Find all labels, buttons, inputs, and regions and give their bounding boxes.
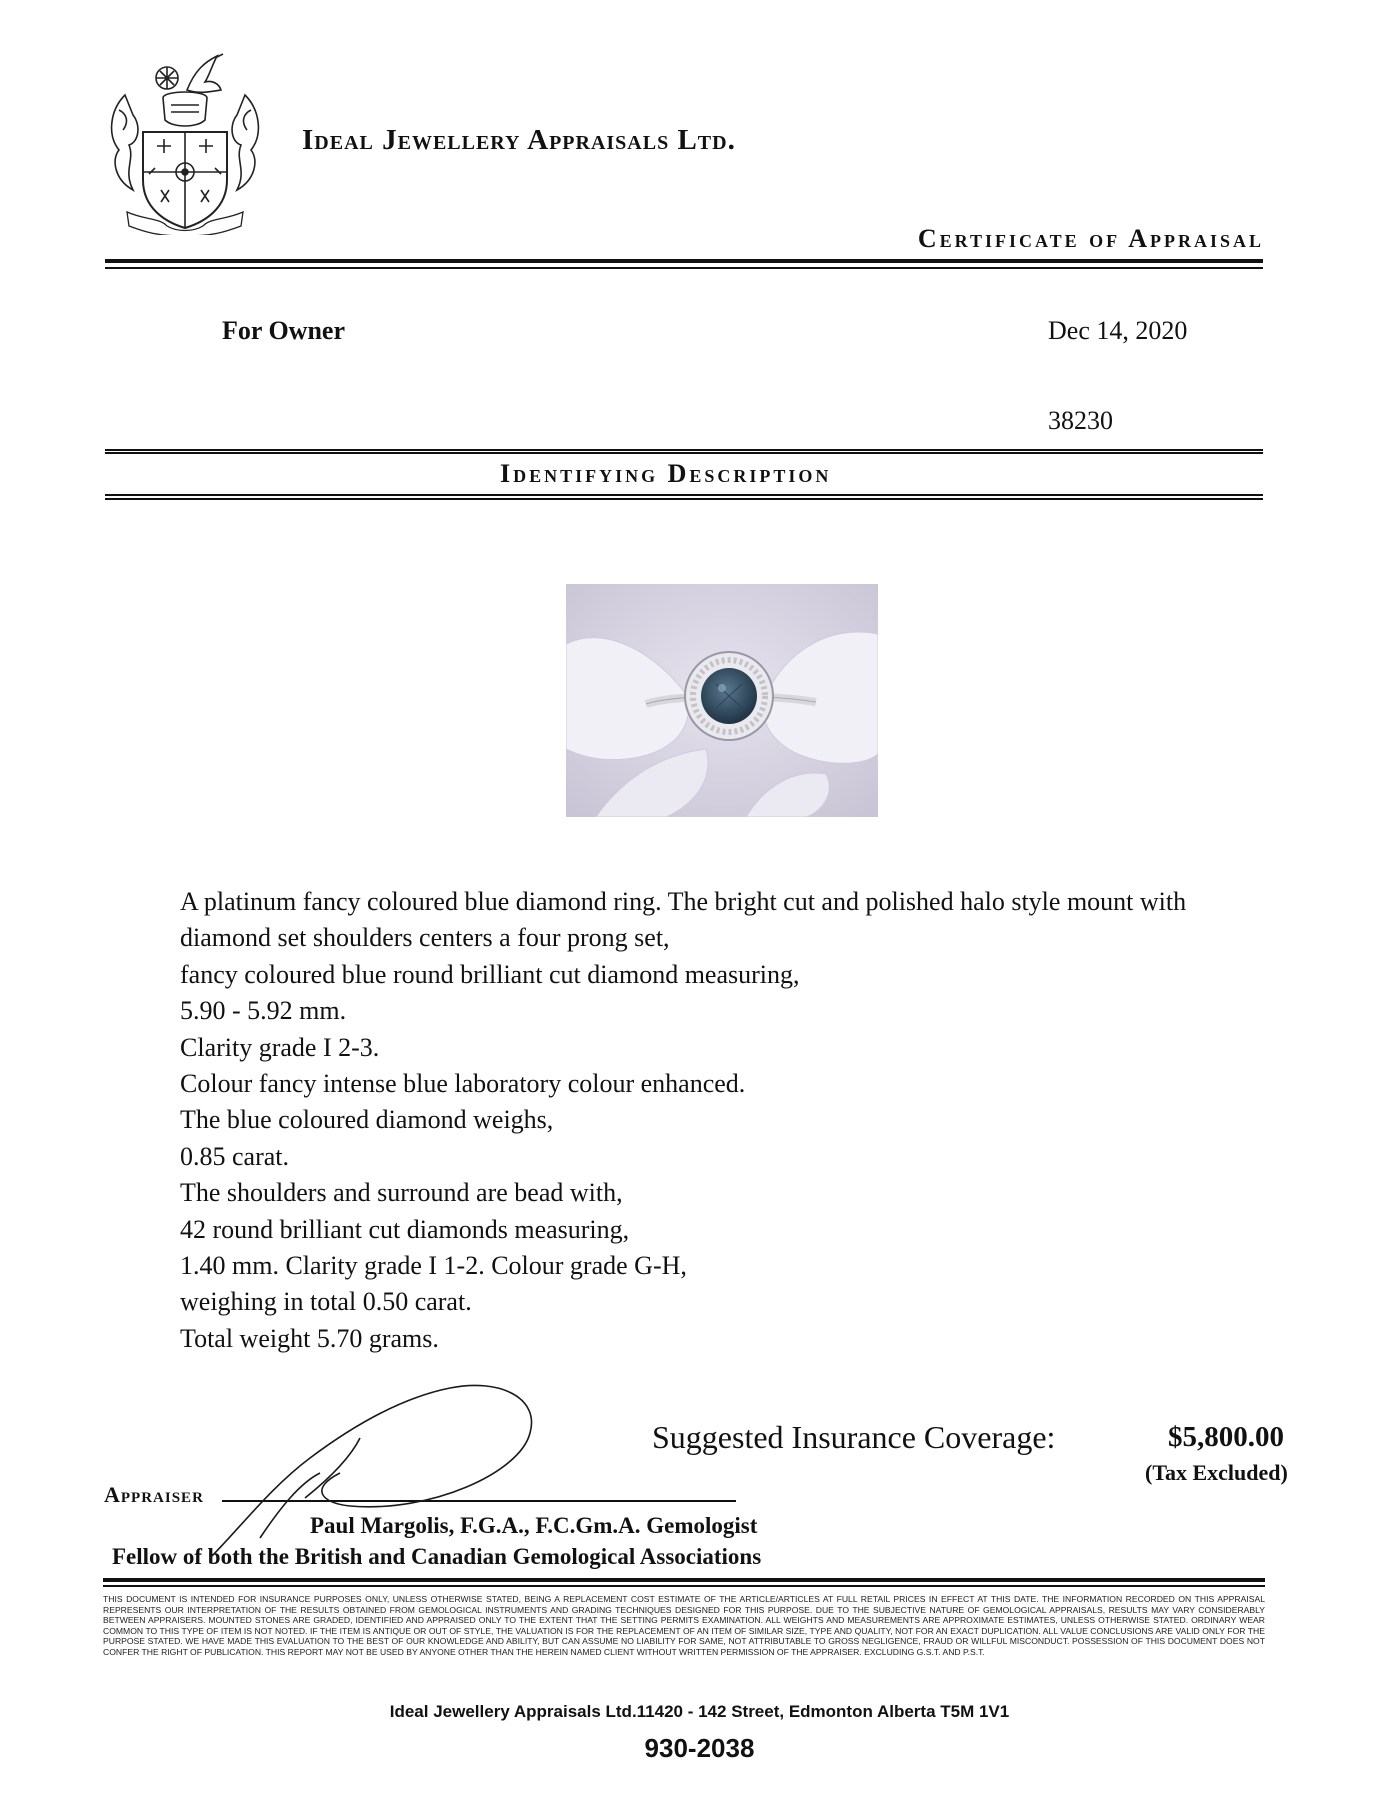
description-line: 1.40 mm. Clarity grade I 1-2. Colour grade G-H,: [180, 1251, 687, 1281]
divider: [105, 498, 1263, 500]
signature: [200, 1378, 560, 1568]
company-phone: 930-2038: [644, 1733, 755, 1763]
section-title: Identifying Description: [500, 459, 832, 488]
appraiser-label: Appraiser: [104, 1482, 204, 1507]
description-line: 0.85 carat.: [180, 1141, 290, 1171]
item-description: [180, 884, 1280, 1357]
description-line: 42 round brilliant cut diamonds measuring,: [180, 1214, 630, 1244]
owner-label: For Owner: [222, 316, 345, 345]
description-line: The blue coloured diamond weighs,: [180, 1105, 554, 1135]
certificate-number: 38230: [1048, 406, 1113, 435]
description-line: A platinum fancy coloured blue diamond ring. The bright cut and polished halo style mount with: [180, 887, 1187, 916]
divider: [105, 267, 1263, 269]
company-address: Ideal Jewellery Appraisals Ltd.11420 - 142 Street, Edmonton Alberta T5M 1V1: [389, 1702, 1010, 1721]
divider: [105, 452, 1263, 454]
divider: [103, 1585, 1265, 1587]
description-line: 5.90 - 5.92 mm.: [180, 996, 347, 1026]
coverage-label: Suggested Insurance Coverage:: [652, 1419, 1056, 1455]
description-line: fancy coloured blue round brilliant cut diamond measuring,: [180, 959, 800, 989]
description-line: Clarity grade I 2-3.: [180, 1032, 380, 1062]
divider: [105, 449, 1263, 451]
description-line: The shoulders and surround are bead with,: [180, 1178, 623, 1208]
divider: [105, 259, 1263, 263]
appraiser-credentials: Fellow of both the British and Canadian Gemological Associations: [112, 1544, 762, 1569]
description-line: Colour fancy intense blue laboratory colour enhanced.: [180, 1069, 746, 1099]
divider: [105, 494, 1263, 496]
ring-photo: [566, 584, 878, 817]
description-line: Total weight 5.70 grams.: [180, 1323, 439, 1353]
appraisal-date: Dec 14, 2020: [1048, 316, 1188, 345]
coverage-amount: $5,800.00: [1168, 1421, 1284, 1453]
company-name: Ideal Jewellery Appraisals Ltd.: [302, 124, 736, 156]
coat-of-arms-logo: [105, 50, 265, 235]
legal-disclaimer: THIS DOCUMENT IS INTENDED FOR INSURANCE PURPOSES ONLY, UNLESS OTHERWISE STATED, BEING A REPLACEMENT COST ESTIMATE OF THE ARTICLE/ARTICLES AT FULL RETAIL PRICES IN EFFECT AT THIS DATE. THE INFORMATION RECORDED ON THIS APPRAISAL REPRESENTS OUR INTERPRETATION OF THE RESULTS OBTAINED FROM GEMOLOGICAL INSTRUMENTS AND GRADING TECHNIQUES DESIGNED FOR THIS PURPOSE. DUE TO THE SUBJECTIVE NATURE OF GEMOLOGICAL APPRAISALS, RESULTS MAY VARY CONSIDERABLY BETWEEN APPRAISERS. MOUNTED STONES ARE GRADED, IDENTIFIED AND APPRAISED ONLY TO THE EXTENT THAT THE SETTING PERMITS EXAMINATION. ALL WEIGHTS AND MEASUREMENTS ARE APPROXIMATE ESTIMATES, UNLESS OTHERWISE STATED. ORDINARY WEAR COMMON TO THIS TYPE OF ITEM IS NOT NOTED. IF THE ITEM IS ANTIQUE OR OUT OF STYLE, THE VALUATION IS FOR THE REPLACEMENT OF AN ITEM OF SIMILAR SIZE, TYPE AND QUALITY, NOT FOR AN EXACT DUPLICATION. ALL VALUE CONCLUSIONS ARE VALID ONLY FOR THE PURPOSE STATED. WE HAVE MADE THIS EVALUATION TO THE BEST OF OUR KNOWLEDGE AND ABILITY, BUT CAN ASSUME NO LIABILITY FOR SAME, NOT ATTRIBUTABLE TO GROSS NEGLIGENCE, FRAUD OR WILLFUL MISCONDUCT. POSSESSION OF THIS DOCUMENT DOES NOT CONFER THE RIGHT OF PUBLICATION. THIS REPORT MAY NOT BE USED BY ANYONE OTHER THAN THE HEREIN NAMED CLIENT WITHOUT WRITTEN PERMISSION OF THE APPRAISER. EXCLUDING G.S.T. AND P.S.T.: [103, 1594, 1265, 1657]
document-title: Certificate of Appraisal: [917, 224, 1264, 253]
tax-note: (Tax Excluded): [1145, 1460, 1288, 1485]
appraiser-name: Paul Margolis, F.G.A., F.C.Gm.A. Gemologist: [310, 1513, 758, 1538]
description-line: weighing in total 0.50 carat.: [180, 1287, 472, 1317]
description-line: diamond set shoulders centers a four prong set,: [180, 923, 670, 953]
divider: [103, 1578, 1265, 1582]
